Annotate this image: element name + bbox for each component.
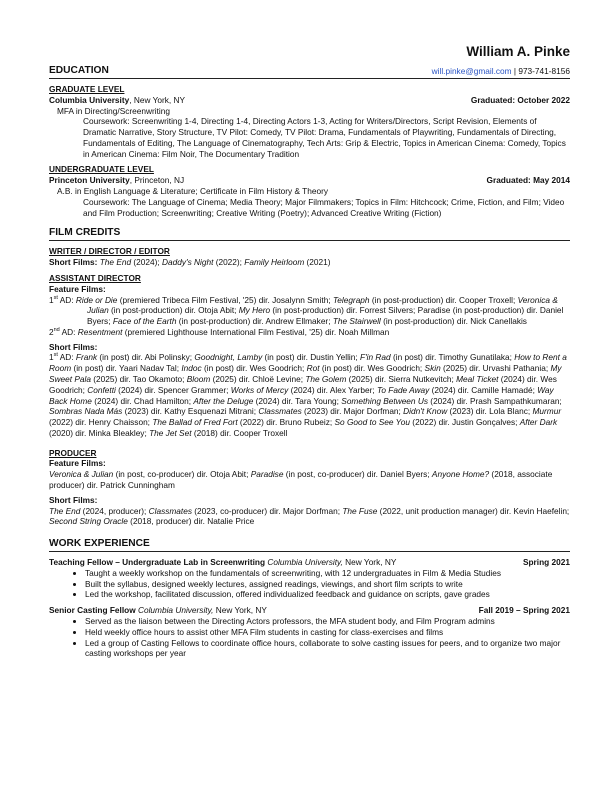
film-info: (2024);: [131, 257, 162, 268]
film-title: Classmates: [148, 505, 192, 516]
film-title: Second String Oracle: [49, 516, 128, 527]
job2-row: [49, 605, 570, 616]
education-title: EDUCATION: [49, 65, 109, 76]
job1-role: Teaching Fellow – Undergraduate Lab in Screenwriting: [49, 557, 266, 568]
job1-location: New York, NY: [342, 557, 397, 568]
film-info: (2018, associate producer) dir. Patrick Cunningham: [49, 469, 553, 490]
wde-label: Short Films:: [49, 257, 98, 268]
list-item: • Taught a weekly workshop on the fundamentals of screenwriting, with 12 undergraduates in Film & Media Studies: [85, 568, 570, 579]
education-header: [49, 64, 570, 79]
film-title: Confetti: [87, 384, 116, 395]
film-title: After the Deluge: [193, 395, 254, 406]
undergrad-school-location: , Princeton, NJ: [129, 175, 185, 186]
film-info: (2024) dir. Spencer Grammer;: [115, 384, 231, 395]
producer-heading: PRODUCER: [49, 447, 97, 458]
job1-org: Columbia University,: [267, 557, 343, 568]
film-info: (2023) dir. Major Dorfman;: [301, 406, 404, 417]
wde-heading: WRITER / DIRECTOR / EDITOR: [49, 246, 170, 257]
graduate-school-location: , New York, NY: [129, 94, 186, 105]
undergrad-degree: A.B. in English Language & Literature; Certificate in Film History & Theory: [57, 186, 329, 197]
film-info: (2025) dir. Chloë Levine;: [210, 373, 306, 384]
film-title: Skin: [424, 363, 441, 374]
film-info: (2024, producer);: [80, 505, 149, 516]
film-title: Family Heirloom: [244, 257, 305, 268]
film-title: To Fade Away: [377, 384, 430, 395]
job2-role: Senior Casting Fellow: [49, 605, 136, 616]
film-title: Goodnight, Lamby: [194, 352, 263, 363]
film-info: (in post-production) dir. Forrest Silvers; Paradise (in post-production) dir. Daniel Byers;: [87, 305, 564, 327]
film-info: (2021): [304, 257, 331, 268]
ordinal: 2: [49, 326, 54, 337]
producer-short-films: [49, 506, 570, 528]
graduate-level-heading: GRADUATE LEVEL: [49, 84, 125, 94]
film-title: Classmates: [258, 406, 302, 417]
undergrad-graduated-value: : May 2014: [528, 175, 570, 186]
ordinal: 1: [49, 294, 54, 305]
film-info: (2025) dir. Tao Okamoto;: [90, 373, 187, 384]
film-title: Murmur: [532, 406, 562, 417]
film-title: Anyone Home?: [431, 469, 490, 480]
film-title: My Hero: [238, 305, 271, 316]
film-info: (2022) dir. Justin Gonçalves;: [410, 417, 520, 428]
film-title: F'in Rad: [360, 352, 391, 363]
phone-number: 973-741-8156: [518, 66, 570, 77]
film-info: (in post-production) dir. Cooper Troxell;: [369, 294, 518, 305]
film-title: The Golem: [305, 373, 347, 384]
film-info: (premiered Lighthouse International Film Festival, '25) dir. Noah Millman: [122, 326, 390, 337]
film-info: (2022) dir. Henry Chaisson;: [49, 417, 153, 428]
film-info: (2018, producer) dir. Natalie Price: [127, 516, 255, 527]
producer-short-label: Short Films:: [49, 494, 98, 505]
film-info: (2024) dir. Chad Hamilton;: [91, 395, 194, 406]
film-title: Face of the Earth: [112, 316, 177, 327]
film-info: (in post) dir. Wes Goodrich;: [319, 363, 425, 374]
education-section: [49, 64, 570, 218]
job1-dates: Spring 2021: [522, 557, 570, 568]
film-title: Rot: [306, 363, 320, 374]
film-title: So Good to See You: [334, 417, 410, 428]
film-info: (2024) dir. Alex Yarber;: [288, 384, 378, 395]
film-info: (in post) dir. Abi Polinsky;: [97, 352, 195, 363]
film-title: Veronica & Julian: [87, 294, 558, 316]
film-info: (2023, co-producer) dir. Major Dorfman;: [191, 505, 343, 516]
list-item: • Led the workshop, facilitated discussion, offered individualized feedback and guidance on scripts, gave grades: [85, 589, 570, 600]
candidate-name: William A. Pinke: [466, 44, 570, 59]
graduate-degree: MFA in Directing/Screenwriting: [57, 105, 170, 116]
film-title: Indoc: [181, 363, 202, 374]
job2-bullets: [49, 616, 570, 659]
film-title: Bloom: [186, 373, 211, 384]
film-title: Something Between Us: [341, 395, 428, 406]
film-title: Sombras Nada Más: [49, 406, 123, 417]
film-info: (in post-production) dir. Andrew Ellmaker;: [176, 316, 333, 327]
film-title: Works of Mercy: [230, 384, 289, 395]
ad-feature-first: [49, 295, 570, 327]
job2-org: Columbia University,: [137, 605, 214, 616]
ad-short-films: [49, 352, 570, 438]
film-info: (in post-production) dir. Nick Canellakis: [380, 316, 527, 327]
work-header: [49, 537, 570, 552]
contact-line: [432, 66, 570, 77]
film-title: Paradise: [250, 469, 284, 480]
undergrad-coursework: Coursework: The Language of Cinema; Media Theory; Major Filmmakers; Topics in Film: Hitchcock; Crime, Fiction, and Film; Video and Film Production; Screenwriting; Creative Writing (Poetry); Advanced Creative Writing (Fiction): [83, 196, 565, 218]
ad-prefix: AD:: [57, 294, 76, 305]
ordinal-suffix: st: [53, 352, 58, 359]
film-info: (in post) dir. Wes Goodrich;: [201, 363, 307, 374]
list-item: • Held weekly office hours to assist other MFA Film students in casting for class-exercises and films: [85, 627, 570, 638]
undergrad-graduated-label: Graduated: [486, 175, 529, 186]
undergrad-school-row: [49, 175, 570, 186]
film-info: (in post) dir. Timothy Gunatilaka;: [390, 352, 515, 363]
film-info: (2020) dir. Minka Bleakley;: [49, 427, 150, 438]
film-info: (2025) dir. Sierra Nutkevitch;: [346, 373, 457, 384]
film-info: (2024) dir. Tara Young;: [253, 395, 342, 406]
job2-dates: Fall 2019 – Spring 2021: [478, 605, 570, 616]
contact-separator: |: [513, 66, 517, 77]
film-info: (2025) dir. Urvashi Pathania;: [440, 363, 551, 374]
graduate-school-name: Columbia University: [49, 94, 130, 105]
work-title: WORK EXPERIENCE: [49, 538, 150, 550]
film-info: (2022) dir. Bruno Rubeiz;: [237, 417, 335, 428]
film-title: Frank: [75, 352, 98, 363]
undergraduate-level-heading: UNDERGRADUATE LEVEL: [49, 164, 154, 175]
work-section: [49, 537, 570, 659]
film-info: (2022);: [213, 257, 245, 268]
film-info: (2018) dir. Cooper Troxell: [191, 427, 288, 438]
film-title: My Sweet Pala: [49, 363, 562, 384]
film-info: (in post) dir. Dustin Yellin;: [262, 352, 361, 363]
ordinal-suffix: nd: [53, 327, 60, 334]
wde-short-films: [49, 257, 570, 268]
list-item: • Served as the liaison between the Directing Actors professors, the MFA student body, and Film Program admins: [85, 616, 570, 627]
film-info: (in post, co-producer) dir. Daniel Byers;: [283, 469, 432, 480]
film-title: After Dark: [519, 417, 558, 428]
film-title: Daddy's Night: [162, 257, 214, 268]
graduate-school-row: [49, 95, 570, 106]
film-title: Telegraph: [332, 294, 370, 305]
film-info: (2023) dir. Lola Blanc;: [447, 406, 533, 417]
film-credits-section: [49, 226, 570, 527]
ad-feature-second: [49, 327, 570, 338]
film-info: (2024) dir. Camille Hamadé;: [429, 384, 538, 395]
film-title: Way Back Home: [49, 384, 554, 406]
graduate-date: Graduated: October 2022: [470, 94, 570, 105]
ordinal: 1: [49, 352, 54, 363]
film-title: The Fuse: [342, 505, 378, 516]
film-title: The Ballad of Fred Fort: [152, 417, 238, 428]
film-title: Didn't Know: [403, 406, 448, 417]
list-item: • Led a group of Casting Fellows to coordinate office hours, collaborate to solve casting issues for peers, and to organize two major casting workshops per year: [85, 638, 570, 660]
producer-feature-films: [49, 469, 570, 491]
film-info: (in post, co-producer) dir. Otoja Abit;: [113, 469, 251, 480]
ad-prefix: AD:: [57, 352, 76, 363]
ad-feature-label: Feature Films:: [49, 283, 106, 294]
film-title: The Stairwell: [332, 316, 381, 327]
film-info: (in post) dir. Yaari Nadav Tal;: [71, 363, 182, 374]
film-title: Meal Ticket: [456, 373, 499, 384]
email-link[interactable]: will.pinke@gmail.com: [431, 66, 512, 77]
film-title: How to Rent a Room: [49, 352, 567, 374]
film-title: The End: [99, 257, 132, 268]
ad-heading: ASSISTANT DIRECTOR: [49, 272, 141, 283]
list-item: • Built the syllabus, designed weekly lectures, assigned readings, viewings, and short film scripts to write: [85, 579, 570, 590]
producer-feature-label: Feature Films:: [49, 458, 106, 469]
film-title: The End: [49, 505, 81, 516]
undergrad-school-name: Princeton University: [49, 175, 130, 186]
film-info: (2024) dir. Prash Sampathkumaran;: [428, 395, 562, 406]
film-credits-title: FILM CREDITS: [49, 227, 121, 239]
ordinal-suffix: st: [53, 294, 58, 301]
film-title: The Jet Set: [149, 427, 192, 438]
film-info: (2022, unit production manager) dir. Kevin Haefelin;: [377, 505, 570, 516]
job1-bullets: [49, 568, 570, 600]
job1-row: [49, 557, 570, 568]
film-title: Resentment: [77, 326, 123, 337]
ad-prefix: AD:: [59, 326, 78, 337]
film-info: (2023) dir. Kathy Esquenazi Mitrani;: [122, 406, 259, 417]
film-title: Veronica & Julian: [49, 469, 114, 480]
film-title: Ride or Die: [75, 294, 118, 305]
film-info: (2024) dir. Wes Goodrich;: [49, 373, 557, 395]
graduate-coursework: Coursework: Screenwriting 1-4, Directing 1-4, Directing Actors 1-3, Acting for Writers/Directors, Script Revision, Elements of Dramatic Narrative, Story Structure, TV Pilot: Comedy, TV Pilot: Drama, Fundamentals of Playwriting, Fundamentals of Directing, Fundamentals of Editing, The Language of Cinematography, Tech Arts: Grip & Electric, Topics in American Cinema: Comedy, Topics in American Cinema: Film Noir, The Documentary Tradition: [83, 116, 566, 159]
film-credits-header: [49, 226, 570, 241]
job2-location: New York, NY: [213, 605, 267, 616]
film-info: (in post-production) dir. Otoja Abit;: [108, 305, 239, 316]
ad-short-label: Short Films:: [49, 341, 98, 352]
film-info: (premiered Tribeca Film Festival, '25) dir. Josalynn Smith;: [117, 294, 333, 305]
